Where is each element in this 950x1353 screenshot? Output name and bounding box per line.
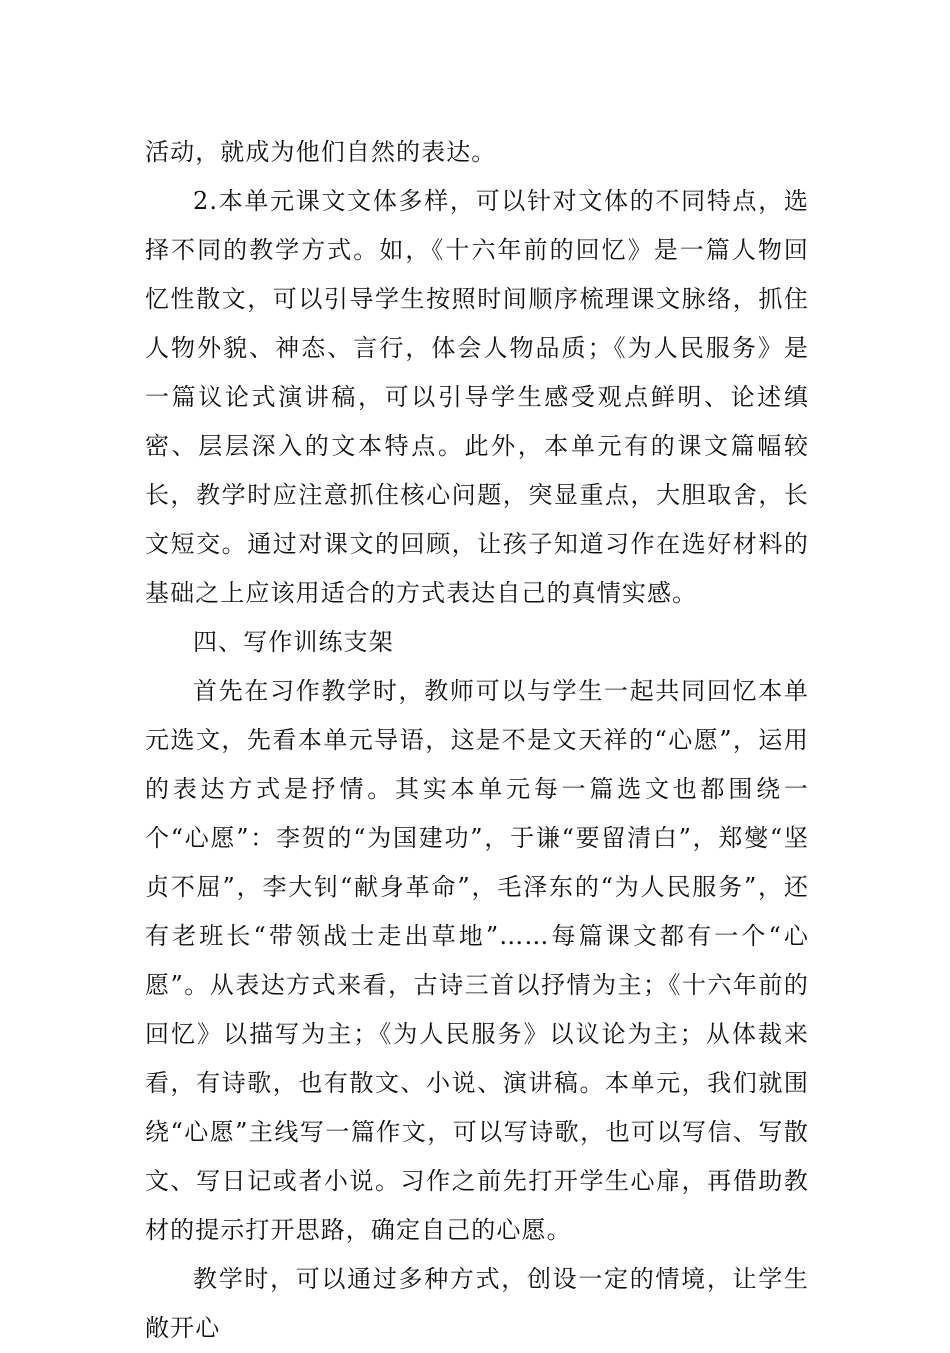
section-heading-writing-scaffold: 四、写作训练支架	[193, 628, 394, 656]
paragraph-teaching-note: 教学时，可以通过多种方式，创设一定的情境，让学生敞开心	[145, 1265, 809, 1342]
paragraph-writing-instruction: 首先在习作教学时，教师可以与学生一起共同回忆本单元选文，先看本单元导语，这是不是文天祥的“心愿”，运用的表达方式是抒情。其实本单元每一篇选文也都围绕一个“心愿”：李贺的“为国建功”，于谦“要留清白”，郑燮“坚贞不屈”，李大钊“献身革命”，毛泽东的“为人民服务”，还有老班长“带领战士走出草地”……每篇课文都有一个“心愿”。从表达方式来看，古诗三首以抒情为主；《十六年前的回忆》以描写为主；《为人民服务》以议论为主；从体裁来看，有诗歌，也有散文、小说、演讲稿。本单元，我们就围绕“心愿”主线写一篇作文，可以写诗歌，也可以写信、写散文、写日记或者小说。习作之前先打开学生心扉，再借助教材的提示打开思路，确定自己的心愿。	[145, 677, 809, 1244]
paragraph-continuation: 活动，就成为他们自然的表达。	[145, 138, 497, 166]
document-body	[145, 128, 809, 1353]
paragraph-point-2: 2.本单元课文文体多样，可以针对文体的不同特点，选择不同的教学方式。如，《十六年前的回忆》是一篇人物回忆性散文，可以引导学生按照时间顺序梳理课文脉络，抓住人物外貌、神态、言行，体会人物品质；《为人民服务》是一篇议论式演讲稿，可以引导学生感受观点鲜明、论述缜密、层层深入的文本特点。此外，本单元有的课文篇幅较长，教学时应注意抓住核心问题，突显重点，大胆取舍，长文短交。通过对课文的回顾，让孩子知道习作在选好材料的基础之上应该用适合的方式表达自己的真情实感。	[145, 187, 809, 607]
